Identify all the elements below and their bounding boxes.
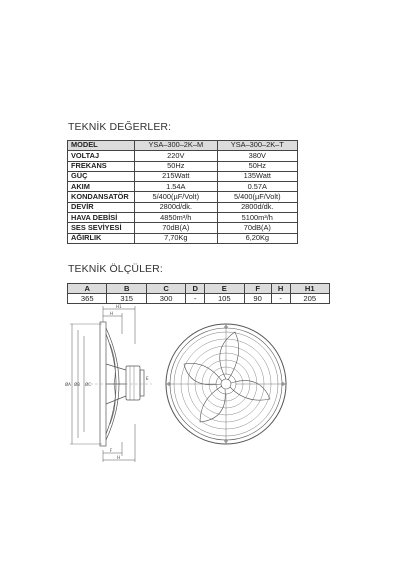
label-f: F [110, 448, 113, 453]
dimension-header-cell: B [107, 284, 146, 294]
row-label-cell: FREKANS [68, 161, 135, 171]
table-row [68, 223, 298, 233]
row-value-cell: 5/400(µF/Volt) [217, 192, 297, 202]
row-value-cell: 380V [217, 151, 297, 161]
row-value-cell: 2800d/dk. [217, 202, 297, 212]
dimension-value-cell: 300 [146, 294, 185, 304]
row-value-cell: 6,20Kg [217, 233, 297, 243]
label-ob: ØB [74, 382, 80, 387]
row-label-cell: DEVİR [68, 202, 135, 212]
label-oc: ØC [85, 382, 91, 387]
technical-values-table [67, 140, 298, 244]
technical-values-header-row [68, 141, 298, 151]
dimension-value-cell: 105 [205, 294, 244, 304]
table-row [68, 151, 298, 161]
row-label-cell: HAVA DEBİSİ [68, 213, 135, 223]
label-oa: ØA [65, 382, 71, 387]
technical-values-title: TEKNİK DEĞERLER: [68, 121, 172, 133]
dimension-value-cell: - [271, 294, 290, 304]
row-label-cell: VOLTAJ [68, 151, 135, 161]
fan-side-view [70, 306, 152, 462]
technical-values-body [68, 141, 298, 244]
row-value-cell: 5/400(µF/Volt) [135, 192, 218, 202]
dimension-header-cell: C [146, 284, 185, 294]
row-value-cell: 7,70Kg [135, 233, 218, 243]
table-row [68, 171, 298, 181]
row-value-cell: 5100m³/h [217, 213, 297, 223]
side-view-labels [65, 304, 149, 460]
dimension-header-cell: D [186, 284, 205, 294]
row-label-cell: AKIM [68, 182, 135, 192]
row-value-cell: 220V [135, 151, 218, 161]
fan-front-view [166, 324, 286, 444]
dimension-value-cell: 365 [68, 294, 107, 304]
header-model-cell: YSA–300–2K–T [217, 141, 297, 151]
dimensions-header-row [68, 284, 330, 294]
label-h1: H1 [116, 304, 122, 309]
row-value-cell: 50Hz [217, 161, 297, 171]
dimension-value-cell: 90 [244, 294, 271, 304]
table-row [68, 182, 298, 192]
dimension-header-cell: H1 [290, 284, 330, 294]
row-value-cell: 70dB(A) [217, 223, 297, 233]
row-value-cell: 2800d/dk. [135, 202, 218, 212]
dimension-header-cell: F [244, 284, 271, 294]
row-value-cell: 50Hz [135, 161, 218, 171]
technical-dimensions-table [67, 283, 330, 304]
row-value-cell: 215Watt [135, 171, 218, 181]
fan-technical-drawing [60, 304, 290, 464]
label-e: E [146, 376, 149, 381]
row-label-cell: GÜÇ [68, 171, 135, 181]
dimension-header-cell: A [68, 284, 107, 294]
dimension-header-cell: H [271, 284, 290, 294]
header-model-cell: YSA–300–2K–M [135, 141, 218, 151]
row-label-cell: AĞIRLIK [68, 233, 135, 243]
dimension-value-cell: 315 [107, 294, 146, 304]
table-row [68, 161, 298, 171]
table-row [68, 202, 298, 212]
row-value-cell: 1.54A [135, 182, 218, 192]
table-row [68, 233, 298, 243]
dimension-value-cell: - [186, 294, 205, 304]
technical-dimensions-title: TEKNİK ÖLÇÜLER: [68, 263, 163, 275]
row-value-cell: 135Watt [217, 171, 297, 181]
label-h-bottom: H [117, 455, 121, 460]
table-row [68, 192, 298, 202]
row-value-cell: 0.57A [217, 182, 297, 192]
table-row [68, 213, 298, 223]
label-h: H [110, 311, 114, 316]
header-label-cell: MODEL [68, 141, 135, 151]
dimension-header-cell: E [205, 284, 244, 294]
row-label-cell: KONDANSATÖR [68, 192, 135, 202]
row-value-cell: 4850m³/h [135, 213, 218, 223]
row-value-cell: 70dB(A) [135, 223, 218, 233]
technical-dimensions-body [68, 284, 330, 304]
row-label-cell: SES SEVİYESİ [68, 223, 135, 233]
dimensions-value-row [68, 294, 330, 304]
dimension-value-cell: 205 [290, 294, 330, 304]
